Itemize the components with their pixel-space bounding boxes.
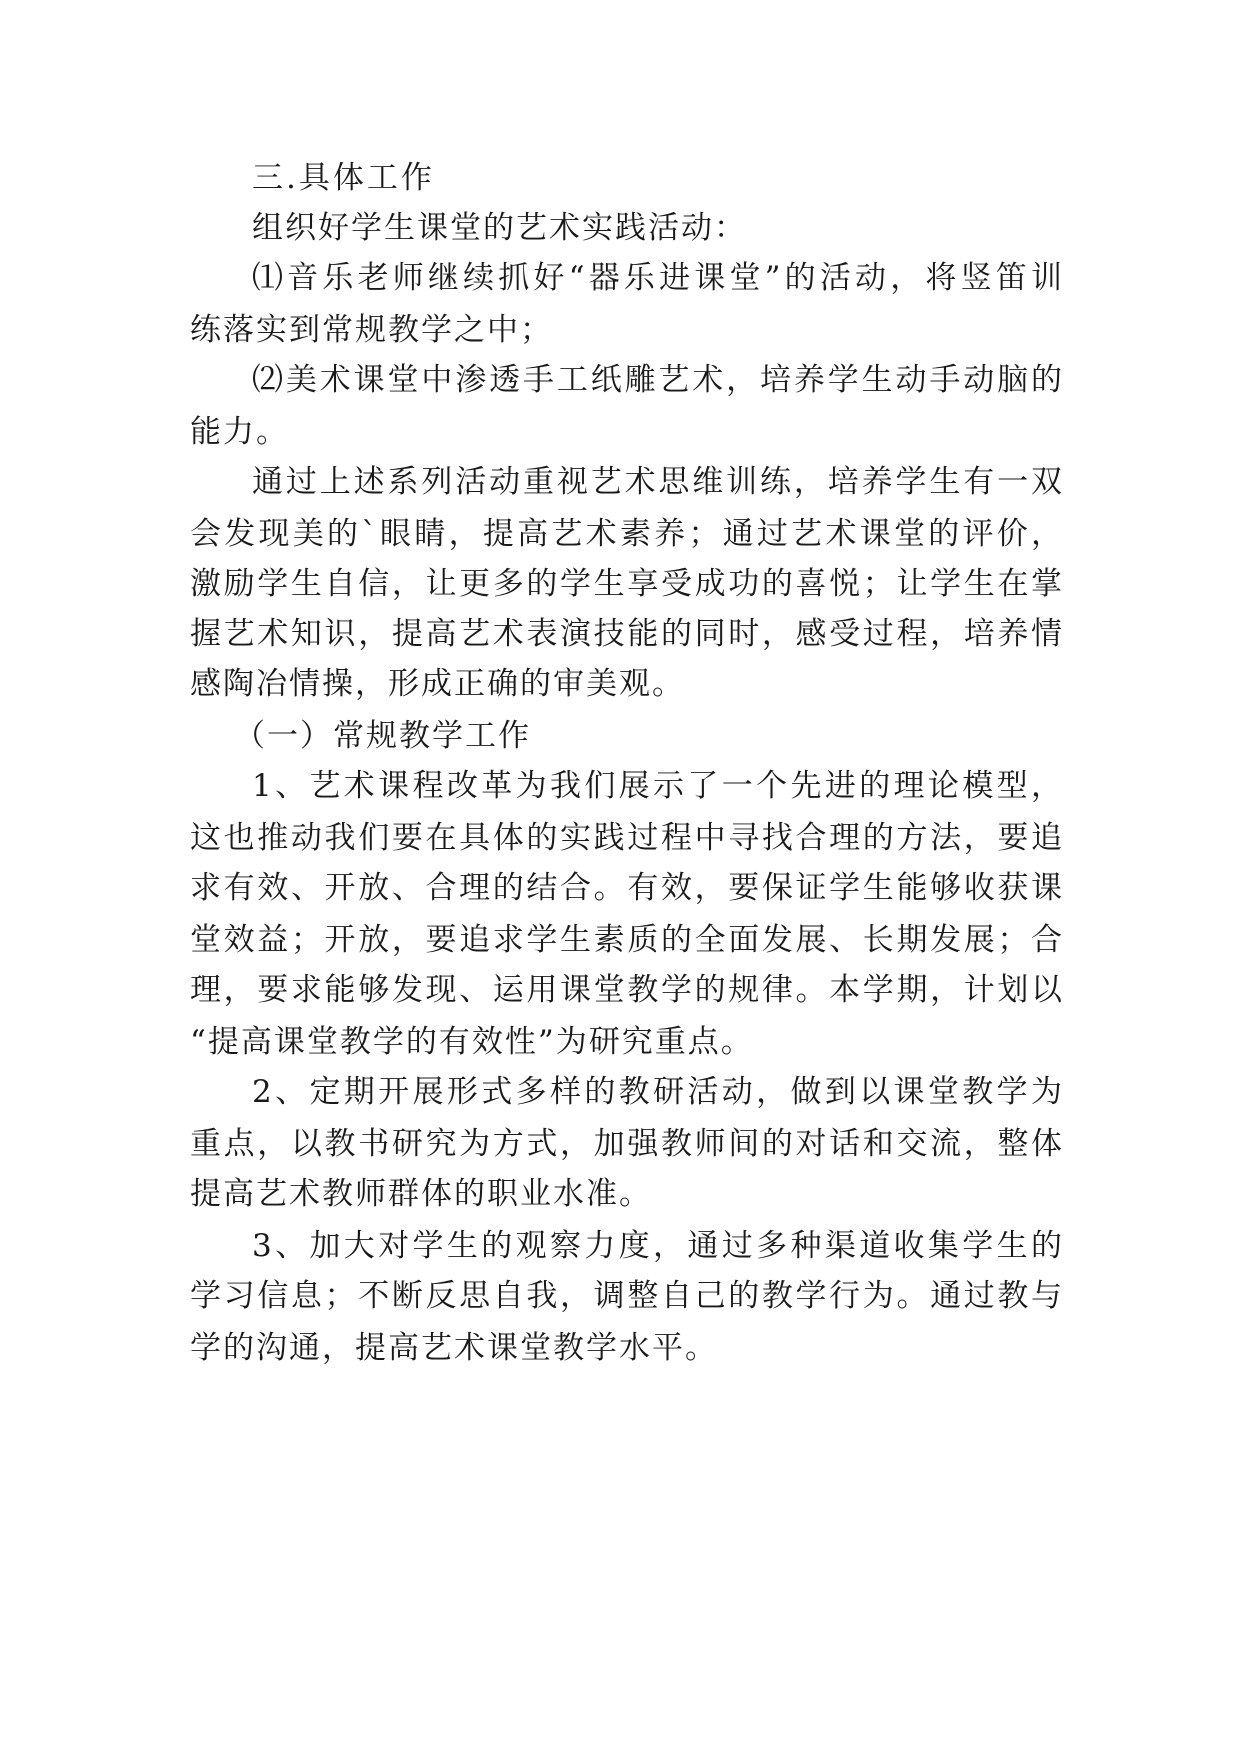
section-heading-specific-work: 三.具体工作 <box>252 160 435 196</box>
point-1-line-5: 理，要求能够发现、运用课堂教学的规律。本学期，计划以 <box>190 972 1062 1008</box>
point-3-line-3: 学的沟通，提高艺术课堂教学水平。 <box>190 1330 718 1366</box>
item-1-line-1: ⑴音乐老师继续抓好“器乐进课堂”的活动，将竖笛训 <box>252 260 1062 296</box>
item-2-line-1: ⑵美术课堂中渗透手工纸雕艺术，培养学生动手动脑的 <box>252 362 1062 398</box>
subsection-heading-routine-teaching: （一）常规教学工作 <box>234 718 531 754</box>
paragraph-summary-line-1: 通过上述系列活动重视艺术思维训练，培养学生有一双 <box>252 464 1062 500</box>
paragraph-summary-line-4: 握艺术知识，提高艺术表演技能的同时，感受过程，培养情 <box>190 616 1062 652</box>
paragraph-summary-line-5: 感陶冶情操，形成正确的审美观。 <box>190 666 685 702</box>
point-2-line-2: 重点，以教书研究为方式，加强教师间的对话和交流，整体 <box>190 1126 1062 1162</box>
point-1-line-3: 求有效、开放、合理的结合。有效，要保证学生能够收获课 <box>190 870 1062 906</box>
item-1-line-2: 练落实到常规教学之中； <box>190 312 553 348</box>
point-1-line-1: 1、艺术课程改革为我们展示了一个先进的理论模型， <box>252 768 1062 804</box>
point-1-line-4: 堂效益；开放，要追求学生素质的全面发展、长期发展；合 <box>190 922 1062 958</box>
point-2-line-3: 提高艺术教师群体的职业水准。 <box>190 1176 652 1212</box>
point-1-line-6: “提高课堂教学的有效性”为研究重点。 <box>190 1024 754 1060</box>
point-1-line-2: 这也推动我们要在具体的实践过程中寻找合理的方法，要追 <box>190 820 1062 856</box>
point-3-line-1: 3、加大对学生的观察力度，通过多种渠道收集学生的 <box>252 1228 1062 1264</box>
paragraph-intro-line: 组织好学生课堂的艺术实践活动： <box>252 210 747 246</box>
point-2-line-1: 2、定期开展形式多样的教研活动，做到以课堂教学为 <box>252 1074 1062 1110</box>
point-3-line-2: 学习信息；不断反思自我，调整自己的教学行为。通过教与 <box>190 1278 1062 1314</box>
item-2-line-2: 能力。 <box>190 414 289 450</box>
paragraph-summary-line-3: 激励学生自信，让更多的学生享受成功的喜悦；让学生在掌 <box>190 566 1062 602</box>
paragraph-summary-line-2: 会发现美的`眼睛，提高艺术素养；通过艺术课堂的评价， <box>190 516 1062 552</box>
